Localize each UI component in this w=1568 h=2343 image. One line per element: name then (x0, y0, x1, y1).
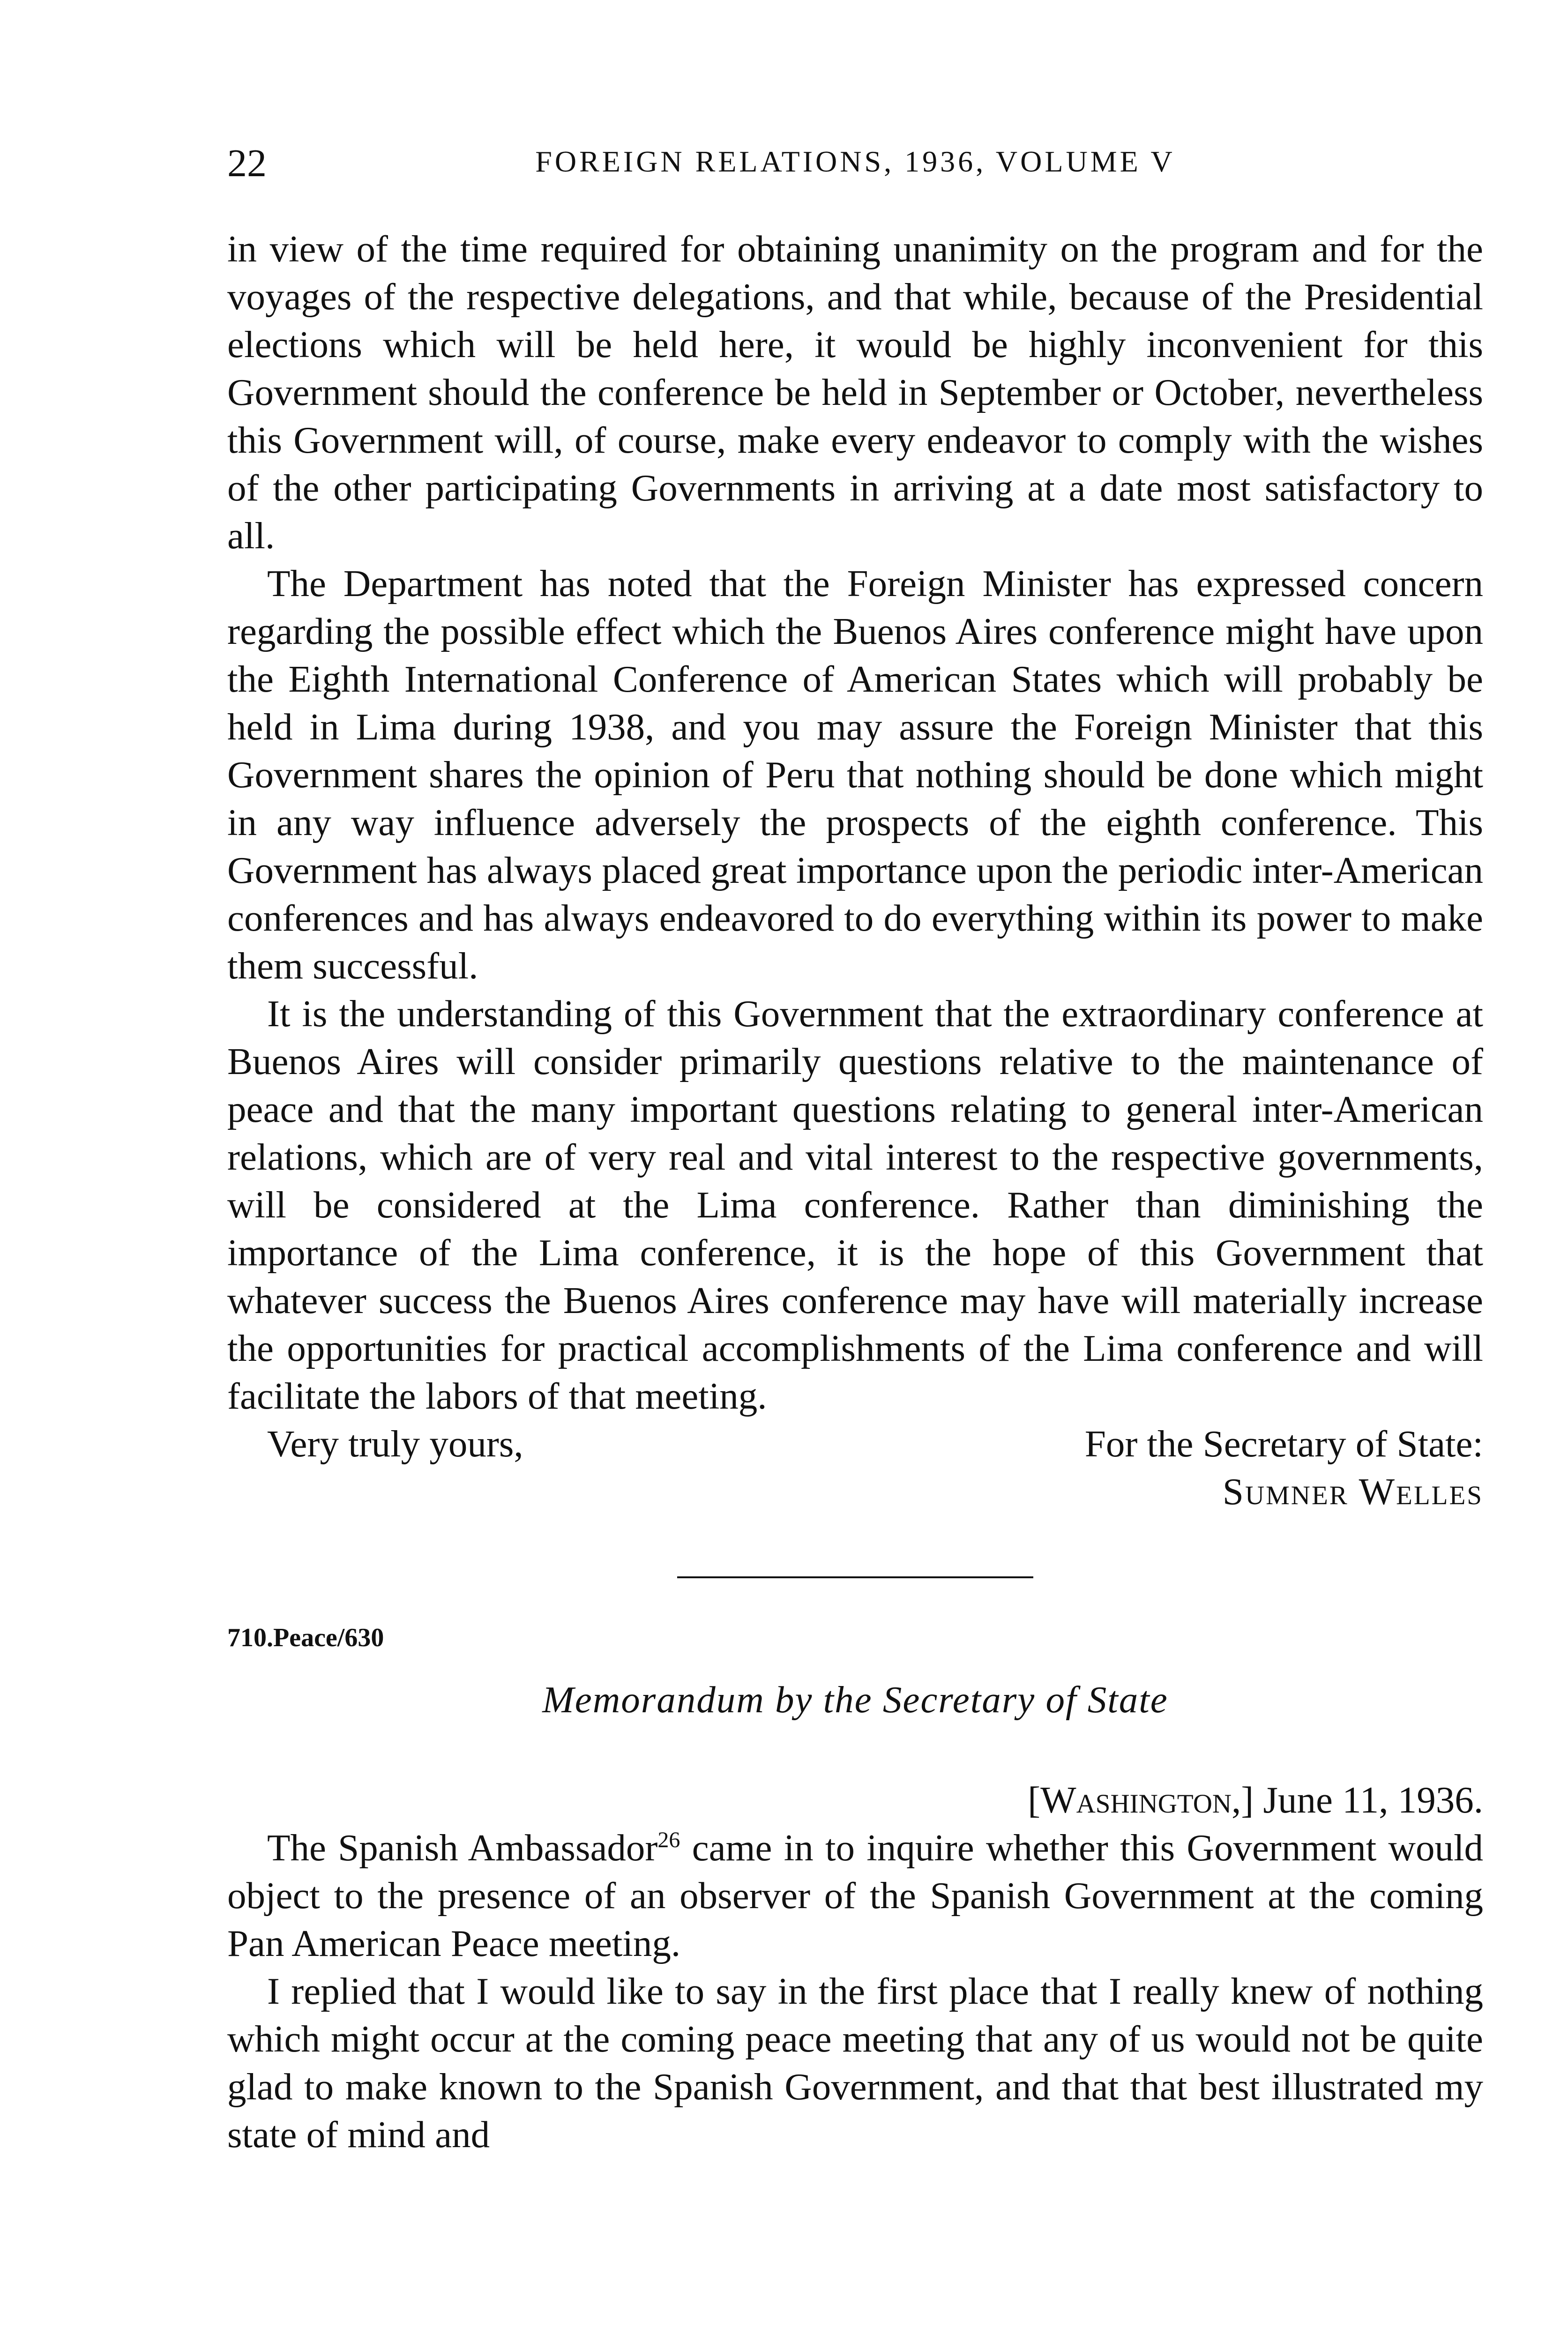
letter-section (227, 225, 1483, 1515)
document-body (227, 225, 1483, 2158)
complimentary-close: Very truly yours, (267, 1423, 523, 1465)
letter-paragraph-3: It is the understanding of this Government that the extraordinary conference at Buenos Aires will consider primarily questions relative to the maintenance of peace and that the many important questions relating to general inter-American relations, which are of very real and vital interest to the respective governments, will be considered at the Lima conference. Rather than diminishing the importance of the Lima conference, it is the hope of this Government that whatever success the Buenos Aires conference may have will materially increase the opportunities for practical accomplishments of the Lima conference and will facilitate the labors of that meeting. (227, 992, 1483, 1417)
footnote-reference: 26 (657, 1828, 680, 1852)
page-number: 22 (227, 142, 267, 185)
file-reference: 710.Peace/630 (227, 1623, 384, 1652)
memorandum-paragraph-1 (227, 1824, 1483, 1967)
section-divider (677, 1576, 1033, 1578)
running-title: FOREIGN RELATIONS, 1936, VOLUME V (535, 145, 1175, 178)
page-header (227, 141, 1483, 192)
letter-paragraph-2: The Department has noted that the Foreign Minister has expressed concern regarding the possible effect which the Buenos Aires conference might have upon the Eighth International Conference of American States which will probably be held in Lima during 1938, and you may assure the Foreign Minister that this Government shares the opinion of Peru that nothing should be done which might in any way influence adversely the prospects of the eighth conference. This Government has always placed great importance upon the periodic inter-American conferences and has always endeavored to do everything within its power to make them successful. (227, 562, 1483, 987)
signature-block-title: For the Secretary of State: (1084, 1423, 1483, 1465)
signature-name: Sumner Welles (1222, 1470, 1483, 1513)
memorandum-title: Memorandum by the Secretary of State (542, 1679, 1168, 1721)
letter-closing (227, 1420, 1483, 1468)
dateline-place: [Washington,] (1028, 1779, 1254, 1821)
memorandum-dateline (227, 1776, 1483, 1824)
ambassador-text: The Spanish Ambassador (267, 1827, 658, 1869)
dateline-date: June 11, 1936. (1263, 1779, 1483, 1821)
memorandum-paragraph-1-rest: came in to inquire whether this Government would object to the presence of an observer of the Spanish Government at the coming Pan American Peace meeting. (227, 1827, 1483, 1964)
memorandum-section (227, 1617, 1483, 2158)
memorandum-paragraph-2: I replied that I would like to say in the first place that I really knew of nothing which might occur at the coming peace meeting that any of us would not be quite glad to make known to the Spanish Government, and that that best illustrated my state of mind and (227, 1970, 1483, 2156)
letter-paragraph-1: in view of the time required for obtaining unanimity on the program and for the voyages of the respective delegations, and that while, because of the Presidential elections which will be held here, it would be highly inconvenient for this Government should the conference be held in September or October, nevertheless this Government will, of course, make every endeavor to comply with the wishes of the other participating Governments in arriving at a date most satisfactory to all. (227, 228, 1483, 557)
